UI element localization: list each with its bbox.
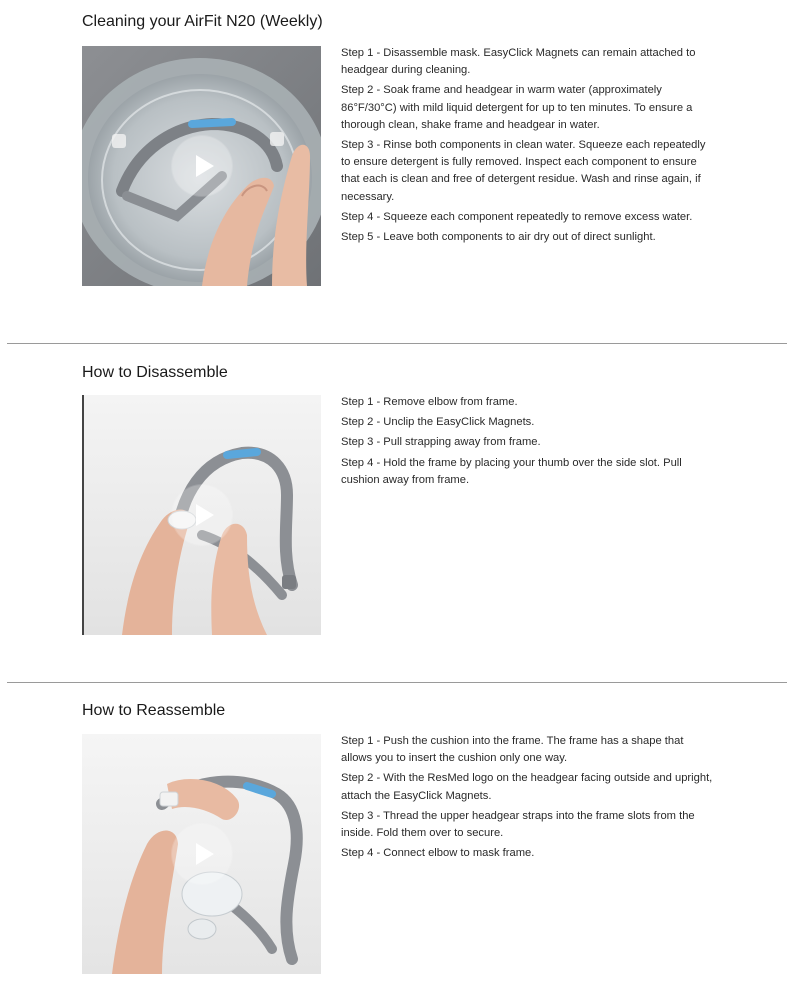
disassemble-step-1: Step 1 - Remove elbow from frame. — [341, 396, 518, 408]
play-icon[interactable] — [172, 485, 232, 545]
disassemble-title: How to Disassemble — [82, 364, 228, 381]
disassemble-step-4: Step 4 - Hold the frame by placing your thumb over the side slot. Pull cushion away from frame. — [341, 456, 682, 486]
cleaning-step-4: Step 4 - Squeeze each component repeatedly to remove excess water. — [341, 210, 693, 223]
section-divider — [7, 682, 787, 683]
disassemble-steps-list — [341, 394, 713, 492]
play-icon[interactable] — [172, 824, 232, 884]
reassemble-step-3: Step 3 - Thread the upper headgear straps into the frame slots from the inside. Fold them over to secure. — [341, 809, 695, 840]
disassemble-video[interactable] — [82, 395, 321, 635]
reassemble-step-1: Step 1 - Push the cushion into the frame. The frame has a shape that allows you to insert the cushion only one way. — [341, 735, 684, 765]
reassemble-title: How to Reassemble — [82, 702, 226, 719]
disassemble-step-2: Step 2 - Unclip the EasyClick Magnets. — [341, 416, 535, 429]
play-triangle-icon — [172, 824, 232, 884]
play-icon[interactable] — [172, 136, 232, 196]
play-triangle-icon — [172, 485, 232, 545]
cleaning-step-2: Step 2 - Soak frame and headgear in warm water (approximately 86°F/30°C) with mild liquid detergent for up to ten minutes. To ensure a thorough clean, shake frame and headgear in water. — [341, 84, 693, 131]
cleaning-step-5: Step 5 - Leave both components to air dry out of direct sunlight. — [341, 231, 656, 244]
cleaning-steps-list — [341, 45, 713, 249]
play-triangle-icon — [172, 136, 232, 196]
reassemble-step-4: Step 4 - Connect elbow to mask frame. — [341, 847, 535, 860]
reassemble-video[interactable] — [82, 734, 321, 974]
cleaning-step-1: Step 1 - Disassemble mask. EasyClick Magnets can remain attached to headgear during cleaning. — [341, 47, 696, 77]
cleaning-step-3: Step 3 - Rinse both components in clean water. Squeeze each repeatedly to ensure detergent is fully removed. Inspect each component to ensure that each is clean and free of detergent residue. Wash and rinse again, if necessary. — [341, 139, 706, 203]
section-divider — [7, 343, 787, 344]
reassemble-step-2: Step 2 - With the ResMed logo on the headgear facing outside and upright, attach the EasyClick Magnets. — [341, 772, 713, 802]
cleaning-title: Cleaning your AirFit N20 (Weekly) — [82, 13, 323, 30]
reassemble-steps-list — [341, 733, 713, 865]
disassemble-step-3: Step 3 - Pull strapping away from frame. — [341, 436, 541, 449]
cleaning-video[interactable] — [82, 46, 321, 286]
